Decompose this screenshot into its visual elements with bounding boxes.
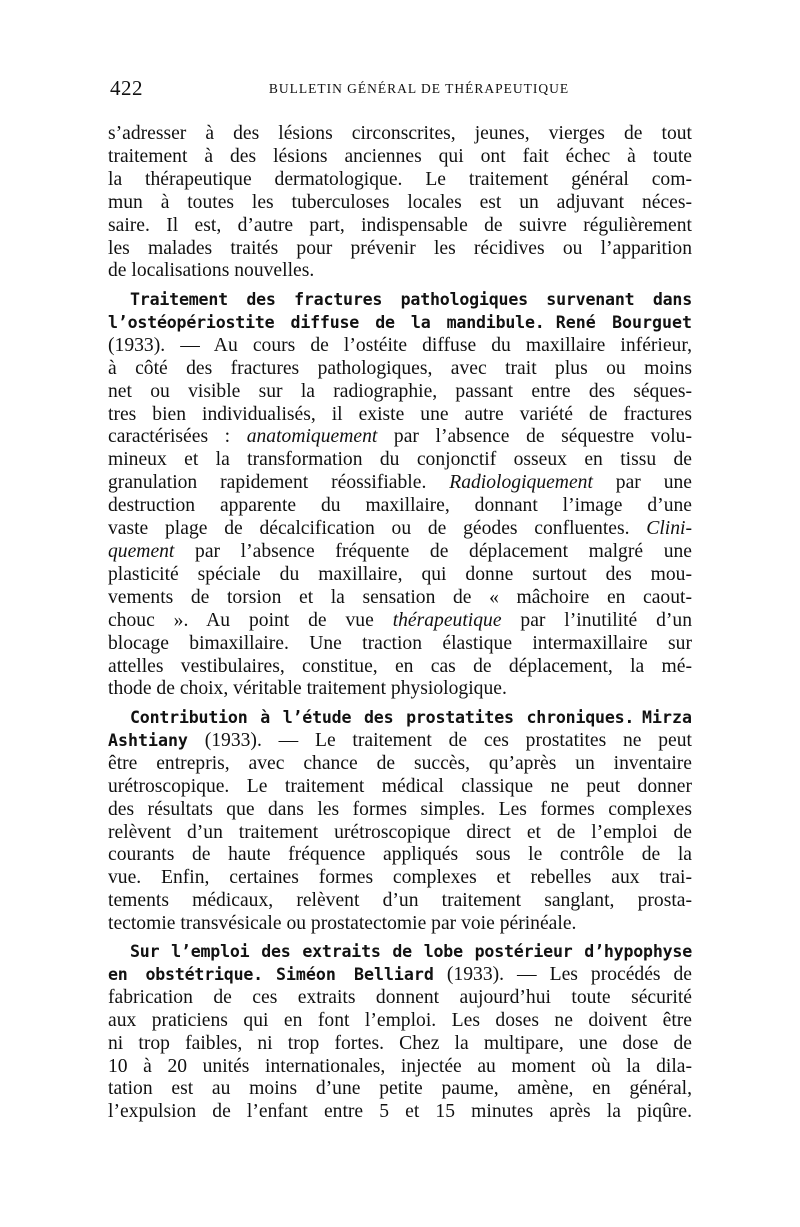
page-number: 422 [110,76,143,100]
article-author: Mirza [642,708,692,727]
emphasis: Clini- [646,518,692,540]
text-line: (1933). — Au cours de l’ostéite diffuse du maxillaire inférieur, [108,334,692,356]
text-line: relèvent d’un traitement urétroscopique direct et de l’emploi de [108,821,692,843]
text-run: chouc ». Au point de vue [108,609,374,631]
text-line: des résultats que dans les formes simples. Les formes complexes [108,798,692,820]
abstract-ashtiany [108,707,692,936]
text-line: mun à toutes les tuberculoses locales est un adjuvant néces- [108,191,692,213]
text-line: blocage bimaxillaire. Une traction élastique intermaxillaire sur [108,632,692,654]
text-line: à côté des fractures pathologiques, avec trait plus ou moins [108,357,692,379]
article-title-line [108,312,692,335]
text-line: être entrepris, avec chance de succès, qu’après un inventaire [108,752,692,774]
text-line: ni trop faibles, ni trop fortes. Chez la multipare, une dose de [108,1032,692,1054]
article-title: en obstétrique. [108,964,263,984]
text-line: de localisations nouvelles. [108,260,315,282]
text-line [108,426,692,449]
text-line: tements médicaux, relèvent d’un traitement sanglant, prosta- [108,890,692,912]
article-title-line [108,964,692,987]
text-line [108,541,692,564]
text-line: 10 à 20 unités internationales, injectée au moment où la dila- [108,1055,692,1077]
article-title: l’ostéopériostite diffuse de la mandibule. [108,312,545,332]
text-run: par l’absence fréquente de déplacement malgré une [195,540,692,562]
abstract-bourguet [108,289,692,701]
text-line: s’adresser à des lésions circonscrites, jeunes, vierges de tout [108,123,692,144]
text-line: destruction apparente du maxillaire, donnant l’image d’une [108,495,692,517]
page-header [106,76,692,100]
running-title: BULLETIN GÉNÉRAL DE THÉRAPEUTIQUE [268,81,570,96]
paragraph-continuation [108,123,692,283]
article-title-line [108,289,692,312]
text-line: thode de choix, véritable traitement physiologique. [108,678,507,700]
article-title: Contribution à l’étude des prostatites chroniques. [130,708,635,727]
text-line [108,472,692,495]
text-line [108,518,692,541]
text-line: tectomie transvésicale ou prostatectomie par voie périnéale. [108,913,577,935]
emphasis: Radiologiquement [449,472,593,494]
text-line: la thérapeutique dermatologique. Le traitement général com- [108,168,692,190]
text-run: par l’inutilité d’un [520,609,693,631]
article-title-line [108,707,692,730]
text-run: (1933). — Le traitement de ces prostatites ne peut [204,729,692,751]
text-run: (1933). — Les procédés de [446,963,693,985]
text-run: vaste plage de décalcification ou de géodes confluentes. [108,518,630,540]
article-title: Traitement des fractures pathologiques survenant dans [130,290,692,309]
text-line: net ou visible sur la radiographie, passant entre des séques- [108,380,692,402]
text-line: mineux et la transformation du conjonctif osseux en tissu de [108,449,692,471]
emphasis: quement [108,540,175,562]
emphasis: thérapeutique [392,609,502,631]
article-title: Sur l’emploi des extraits de lobe postérieur d’hypophyse [130,942,692,961]
text-line: tation est au moins d’une petite paume, amène, en général, [108,1078,692,1100]
text-line: tres bien individualisés, il existe une autre variété de fractures [108,403,692,425]
text-run: par l’absence de séquestre volu- [393,426,693,448]
text-run: granulation rapidement réossifiable. [108,472,427,494]
text-line: traitement à des lésions anciennes qui ont fait échec à toute [108,145,692,167]
article-author: René Bourguet [555,312,692,332]
text-line: plasticité spéciale du maxillaire, qui donne surtout des mou- [108,563,692,585]
article-author: Siméon Belliard [275,964,434,984]
text-line: saire. Il est, d’autre part, indispensable de suivre régulièrement [108,214,692,236]
text-line: vements de torsion et la sensation de « mâchoire en caout- [108,586,692,608]
text-line [108,730,692,753]
text-run: par une [615,472,692,494]
text-line: courants de haute fréquence appliqués sous le contrôle de la [108,844,692,866]
text-run: caractérisées : [108,426,231,448]
text-line: les malades traités pour prévenir les récidives ou l’apparition [108,237,692,259]
text-line: attelles vestibulaires, constitue, en cas de déplacement, la mé- [108,655,692,677]
text-line [108,610,692,633]
text-line: vue. Enfin, certaines formes complexes et rebelles aux trai- [108,867,692,889]
article-title-line [108,941,692,964]
emphasis: anatomiquement [246,426,378,448]
article-author: Ashtiany [108,730,188,750]
text-line: aux praticiens qui en font l’emploi. Les doses ne doivent être [108,1009,692,1031]
abstract-belliard [108,941,692,1124]
text-line: fabrication de ces extraits donnent aujourd’hui toute sécurité [108,986,692,1008]
text-line: l’expulsion de l’enfant entre 5 et 15 minutes après la piqûre. [108,1101,692,1123]
text-line: urétroscopique. Le traitement médical classique ne peut donner [108,775,692,797]
